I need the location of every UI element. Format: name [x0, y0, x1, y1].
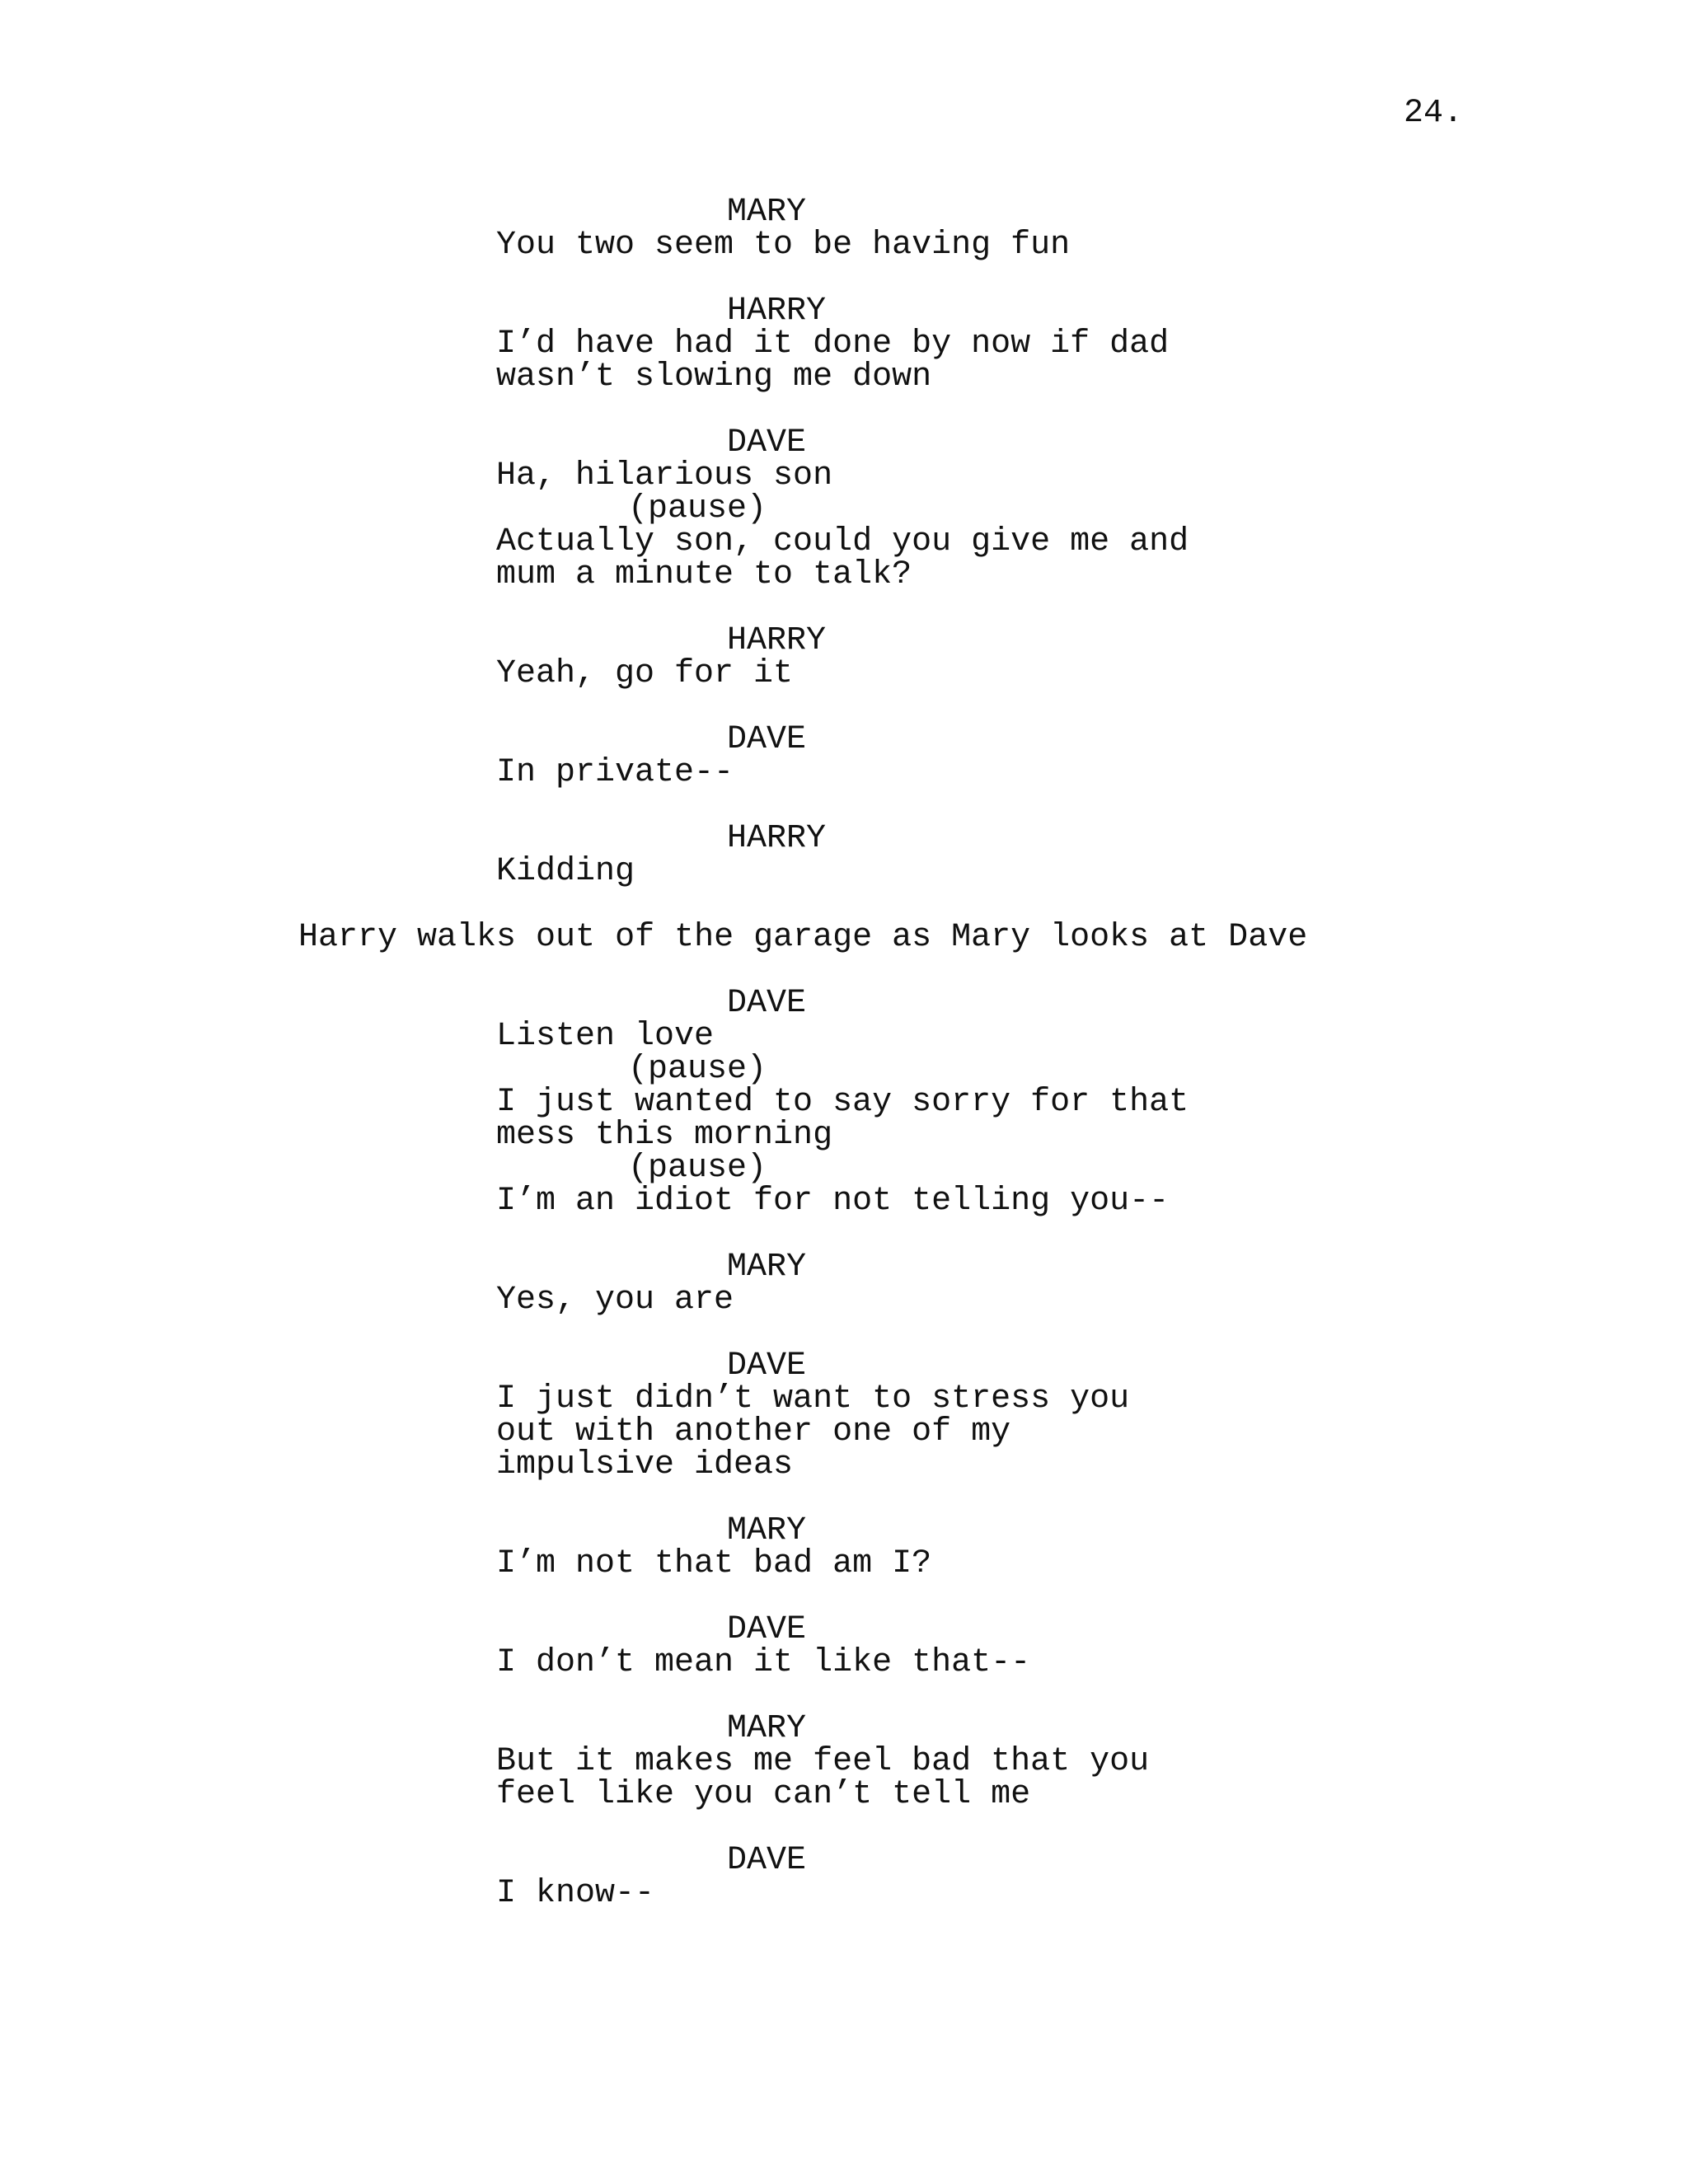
page-number: 24. — [1404, 95, 1464, 132]
dialogue-block — [0, 1611, 1688, 1681]
character-name: HARRY — [727, 820, 827, 857]
dialogue-block — [0, 1710, 1688, 1813]
character-name: MARY — [727, 1512, 807, 1549]
dialogue-line: You two seem to be having fun — [496, 227, 1071, 264]
dialogue-line: out with another one of my — [496, 1413, 1011, 1451]
dialogue-line: I’m not that bad am I? — [496, 1545, 932, 1582]
dialogue-block — [0, 622, 1688, 692]
dialogue-line: In private-- — [496, 754, 734, 791]
character-name: MARY — [727, 1249, 807, 1286]
dialogue-block — [0, 295, 1688, 394]
character-name: DAVE — [727, 1611, 807, 1648]
dialogue-line: Kidding — [496, 853, 635, 890]
dialogue-line: impulsive ideas — [496, 1446, 794, 1483]
dialogue-line: But it makes me feel bad that you — [496, 1743, 1150, 1780]
dialogue-line: I just didn’t want to stress you — [496, 1380, 1130, 1418]
action-block — [0, 921, 1688, 954]
character-name: DAVE — [727, 985, 807, 1022]
dialogue-block — [0, 987, 1688, 1218]
dialogue-line: Listen love — [496, 1018, 715, 1055]
action-line: Harry walks out of the garage as Mary looks at Dave — [298, 919, 1308, 956]
dialogue-block — [0, 1512, 1688, 1582]
character-name: HARRY — [727, 293, 827, 330]
dialogue-block — [0, 1844, 1688, 1910]
parenthetical: (pause) — [628, 1051, 767, 1088]
character-name: HARRY — [727, 622, 827, 659]
dialogue-line: feel like you can’t tell me — [496, 1776, 1031, 1813]
dialogue-block — [0, 820, 1688, 890]
dialogue-line: I’m an idiot for not telling you-- — [496, 1183, 1170, 1220]
character-name: DAVE — [727, 1347, 807, 1385]
dialogue-line: mess this morning — [496, 1117, 833, 1154]
dialogue-line: Yes, you are — [496, 1282, 734, 1319]
dialogue-block — [0, 1251, 1688, 1317]
dialogue-line: mum a minute to talk? — [496, 556, 912, 593]
dialogue-block — [0, 196, 1688, 262]
dialogue-line: I don’t mean it like that-- — [496, 1644, 1031, 1681]
dialogue-line: I’d have had it done by now if dad — [496, 326, 1170, 363]
dialogue-line: Ha, hilarious son — [496, 457, 833, 494]
parenthetical: (pause) — [628, 1150, 767, 1187]
dialogue-line: I know-- — [496, 1875, 655, 1912]
dialogue-line: Actually son, could you give me and — [496, 523, 1189, 560]
character-name: DAVE — [727, 1842, 807, 1879]
dialogue-block — [0, 1347, 1688, 1483]
character-name: DAVE — [727, 721, 807, 758]
character-name: DAVE — [727, 424, 807, 462]
dialogue-line: wasn’t slowing me down — [496, 359, 932, 396]
dialogue-line: Yeah, go for it — [496, 655, 794, 692]
character-name: MARY — [727, 1710, 807, 1747]
parenthetical: (pause) — [628, 490, 767, 527]
dialogue-block — [0, 721, 1688, 791]
character-name: MARY — [727, 194, 807, 231]
dialogue-block — [0, 424, 1688, 593]
script-body — [0, 196, 1688, 1943]
dialogue-line: I just wanted to say sorry for that — [496, 1084, 1189, 1121]
